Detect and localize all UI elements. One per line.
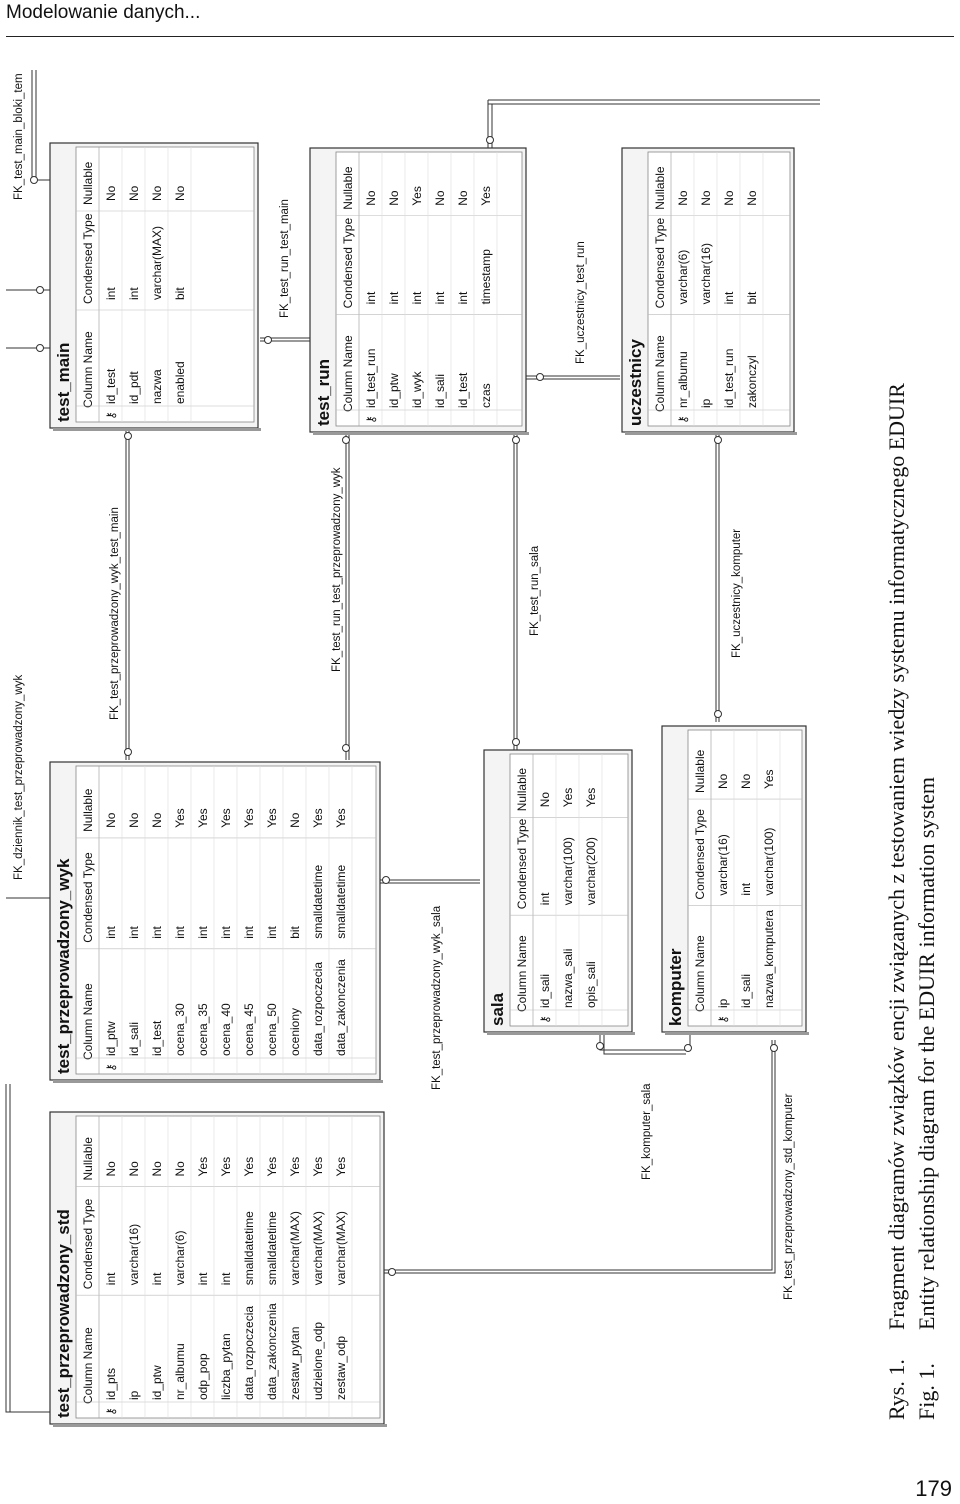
cell-nullable: No [173, 185, 187, 201]
cell-nullable: No [716, 773, 730, 790]
cell-column-name: id_sali [538, 973, 552, 1008]
cell-type: varchar(6) [173, 1230, 187, 1286]
fk-label-ptw_main: FK_test_przeprowadzony_wyk_test_main [109, 507, 121, 720]
cell-type: varchar(MAX) [311, 1211, 325, 1286]
cell-type: int [104, 287, 118, 300]
cell-type: bit [745, 291, 759, 305]
col-head-type: Condensed Type [653, 217, 667, 309]
cell-nullable: Yes [242, 808, 256, 828]
cell-column-name: enabled [173, 361, 187, 404]
table-title: test_run [314, 358, 333, 426]
cell-type: int [387, 291, 401, 305]
cell-column-name: opis_sali [584, 961, 598, 1008]
cell-type: int [196, 1272, 210, 1286]
cell-type: timestamp [479, 249, 493, 305]
table-title: sala [488, 992, 507, 1026]
cell-nullable: No [699, 190, 713, 206]
cell-type: varchar(16) [127, 1223, 141, 1286]
cell-column-name: id_test_run [364, 348, 378, 408]
relationship-endpoint [513, 437, 520, 444]
cell-nullable: No [288, 812, 302, 828]
cell-type: int [410, 291, 424, 305]
relationship-endpoint [265, 337, 272, 344]
col-head-type: Condensed Type [81, 213, 95, 304]
table-test_main [50, 143, 261, 431]
figure-caption [884, 383, 939, 1420]
col-head-nullable: Nullable [81, 1137, 95, 1181]
col-head-type: Condensed Type [81, 852, 95, 943]
cell-nullable: No [150, 185, 164, 201]
cell-column-name: nazwa_sali [561, 948, 575, 1008]
cell-type: int [265, 926, 279, 939]
cell-column-name: ip [127, 1390, 141, 1400]
col-head-name: Column Name [81, 983, 95, 1060]
table-shadow [53, 1080, 383, 1083]
cell-nullable: Yes [173, 808, 187, 828]
fk-line-main-left [6, 290, 50, 348]
key-icon: ⚷ [104, 1063, 118, 1072]
cell-type: varchar(100) [762, 827, 776, 896]
cell-column-name: zestaw_pytan [288, 1326, 302, 1400]
cell-column-name: zestaw_odp [334, 1335, 348, 1400]
cell-nullable: Yes [265, 808, 279, 828]
cell-type: int [456, 291, 470, 305]
cell-type: varchar(MAX) [150, 225, 164, 300]
cell-column-name: id_ptw [387, 373, 401, 408]
cell-nullable: No [745, 190, 759, 206]
cell-nullable: No [104, 812, 118, 828]
table-shadow [53, 1424, 387, 1427]
fk-label-ucz_run: FK_uczestnicy_test_run [575, 241, 587, 364]
fk-line-ucz-komp [716, 432, 719, 722]
table-test_przeprowadzony_std [50, 1112, 387, 1427]
cell-nullable: No [387, 190, 401, 206]
relationship-endpoint [383, 877, 390, 884]
cell-column-name: czas [479, 383, 493, 408]
cell-column-name: udzielone_odp [311, 1321, 325, 1400]
relationship-endpoint [537, 374, 544, 381]
table-shadow [53, 428, 261, 431]
page-number: 179 [915, 1476, 952, 1501]
fk-label-main_bloki: FK_test_main_bloki_tem [13, 73, 25, 200]
table-shadow [625, 432, 797, 435]
cell-column-name: odp_pop [196, 1353, 210, 1400]
relationship-endpoint [771, 1045, 778, 1052]
fk-label-run_ptw: FK_test_run_test_przeprowadzony_wyk [331, 467, 343, 672]
table-title: test_przeprowadzony_std [54, 1209, 73, 1418]
cell-nullable: No [173, 1161, 187, 1177]
caption-en-label: Fig. 1. [914, 1363, 939, 1420]
relationship-endpoint [37, 345, 44, 352]
fk-line-ptw-sala [380, 880, 480, 883]
key-icon: ⚷ [364, 415, 378, 424]
cell-type: varchar(MAX) [288, 1211, 302, 1286]
col-head-name: Column Name [515, 935, 529, 1012]
table-shadow [487, 1032, 635, 1035]
cell-column-name: id_test_run [722, 348, 736, 408]
fk-label-ptw_sala: FK_test_przeprowadzony_wyk_sala [431, 905, 443, 1090]
fk-label-run_main: FK_test_run_test_main [279, 199, 291, 318]
cell-nullable: Yes [479, 186, 493, 206]
key-icon: ⚷ [104, 1407, 118, 1416]
cell-type: int [127, 926, 141, 939]
col-head-name: Column Name [693, 935, 707, 1012]
cell-column-name: zakonczyl [745, 355, 759, 408]
cell-column-name: ocena_45 [242, 1003, 256, 1056]
cell-nullable: Yes [561, 787, 575, 808]
col-head-name: Column Name [653, 335, 667, 412]
running-header: Modelowanie danych... [6, 2, 201, 23]
cell-type: int [722, 291, 736, 305]
cell-nullable: Yes [311, 808, 325, 828]
cell-nullable: No [127, 185, 141, 201]
cell-nullable: No [538, 791, 552, 808]
fk-line-ptw-main [126, 428, 129, 760]
cell-column-name: id_sali [127, 1021, 141, 1056]
relationship-endpoint [125, 433, 132, 440]
table-grid [76, 147, 254, 422]
table-grid [648, 152, 790, 426]
cell-column-name: data_rozpoczecia [311, 961, 325, 1056]
cell-type: bit [288, 926, 302, 939]
cell-column-name: id_pts [104, 1367, 118, 1400]
cell-column-name: id_sali [739, 973, 753, 1008]
cell-column-name: nr_albumu [173, 1343, 187, 1400]
cell-column-name: id_ptw [150, 1365, 164, 1400]
cell-column-name: id_pdt [127, 371, 141, 404]
caption-en-text: Entity relationship diagram for the EDUIR information system [914, 777, 939, 1330]
cell-nullable: No [150, 1161, 164, 1177]
col-head-type: Condensed Type [693, 809, 707, 900]
cell-type: smalldatetime [334, 864, 348, 939]
key-icon: ⚷ [104, 411, 118, 420]
cell-type: int [104, 1272, 118, 1286]
cell-column-name: id_test [456, 372, 470, 408]
relationship-endpoint [31, 177, 38, 184]
fk-label-run_sala: FK_test_run_sala [529, 545, 541, 636]
table-title: uczestnicy [626, 339, 645, 426]
cell-nullable: No [722, 190, 736, 206]
relationship-endpoint [389, 1269, 396, 1276]
cell-type: varchar(16) [716, 834, 730, 896]
cell-type: smalldatetime [265, 1211, 279, 1286]
col-head-name: Column Name [81, 1327, 95, 1404]
cell-nullable: Yes [584, 787, 598, 808]
cell-column-name: id_test [150, 1020, 164, 1056]
cell-type: int [196, 926, 210, 939]
key-icon: ⚷ [676, 415, 690, 424]
cell-type: int [173, 926, 187, 939]
col-head-name: Column Name [341, 335, 355, 412]
cell-column-name: oceniony [288, 1007, 302, 1056]
table-title: test_main [54, 342, 73, 422]
cell-type: varchar(6) [676, 249, 690, 305]
cell-type: int [538, 892, 552, 906]
cell-column-name: data_rozpoczecia [242, 1305, 256, 1400]
fk-label-dziennik: FK_dziennik_test_przeprowadzony_wyk [13, 674, 25, 880]
cell-nullable: Yes [334, 1156, 348, 1177]
cell-nullable: Yes [242, 1156, 256, 1177]
cell-nullable: Yes [311, 1156, 325, 1177]
cell-nullable: Yes [196, 1156, 210, 1177]
table-shadow [665, 1032, 809, 1035]
cell-column-name: id_sali [433, 373, 447, 408]
cell-type: varchar(MAX) [334, 1211, 348, 1286]
table-title: test_przeprowadzony_wyk [54, 858, 73, 1074]
relationship-endpoint [343, 745, 350, 752]
fk-line-dziennik [6, 898, 50, 1412]
table-test_run [310, 148, 529, 435]
fk-label-ucz_komp: FK_uczestnicy_komputer [731, 528, 743, 658]
cell-nullable: Yes [196, 808, 210, 828]
relationship-endpoint [125, 749, 132, 756]
table-test_przeprowadzony_wyk [50, 762, 383, 1083]
cell-type: int [104, 926, 118, 939]
cell-column-name: ip [699, 398, 713, 408]
table-sala [484, 750, 635, 1035]
cell-column-name: ip [716, 998, 730, 1008]
cell-type: int [219, 926, 233, 939]
table-komputer [662, 726, 809, 1035]
cell-nullable: No [364, 190, 378, 206]
table-title: komputer [666, 948, 685, 1026]
cell-column-name: id_ptw [104, 1021, 118, 1056]
col-head-nullable: Nullable [693, 749, 707, 794]
relationship-endpoint [343, 437, 350, 444]
cell-column-name: ocena_35 [196, 1003, 210, 1056]
cell-column-name: ocena_50 [265, 1003, 279, 1056]
cell-column-name: data_zakonczenia [265, 1303, 279, 1400]
cell-column-name: ocena_40 [219, 1003, 233, 1056]
table-shadow [313, 432, 529, 435]
cell-type: int [242, 926, 256, 939]
cell-type: int [219, 1272, 233, 1286]
cell-nullable: No [104, 185, 118, 201]
cell-nullable: Yes [219, 808, 233, 828]
caption-pl-label: Rys. 1. [884, 1359, 909, 1420]
col-head-nullable: Nullable [81, 788, 95, 832]
col-head-nullable: Nullable [81, 161, 95, 205]
relationship-endpoint [487, 137, 494, 144]
col-head-nullable: Nullable [341, 166, 355, 210]
cell-nullable: Yes [219, 1156, 233, 1177]
cell-nullable: No [456, 190, 470, 206]
fk-label-pts_komp: FK_test_przeprowadzony_std_komputer [783, 1093, 795, 1300]
caption-pl-text: Fragment diagramów związków encji związanych z testowaniem wiedzy systemu informatycznego EDUIR [884, 383, 909, 1330]
cell-type: varchar(100) [561, 837, 575, 906]
relationship-endpoint [685, 1045, 692, 1052]
cell-nullable: No [676, 190, 690, 206]
cell-type: int [433, 291, 447, 305]
cell-column-name: id_wyk [410, 371, 424, 408]
col-head-type: Condensed Type [81, 1198, 95, 1290]
cell-nullable: No [150, 812, 164, 828]
key-icon: ⚷ [538, 1015, 552, 1024]
cell-nullable: Yes [288, 1156, 302, 1177]
col-head-type: Condensed Type [515, 818, 529, 910]
cell-nullable: No [127, 812, 141, 828]
cell-type: int [150, 1272, 164, 1286]
cell-nullable: No [433, 190, 447, 206]
cell-column-name: nazwa_komputera [762, 909, 776, 1008]
cell-nullable: No [739, 773, 753, 790]
cell-type: int [364, 291, 378, 305]
cell-column-name: ocena_30 [173, 1003, 187, 1056]
cell-nullable: Yes [334, 808, 348, 828]
table-uczestnicy [622, 148, 797, 435]
cell-type: int [127, 287, 141, 300]
fk-line-top-right [488, 100, 820, 148]
cell-nullable: No [104, 1161, 118, 1177]
key-icon: ⚷ [716, 1015, 730, 1024]
cell-column-name: data_zakonczenia [334, 959, 348, 1056]
cell-type: varchar(200) [584, 837, 598, 906]
relationship-endpoint [715, 437, 722, 444]
cell-type: varchar(16) [699, 243, 713, 305]
cell-type: int [739, 882, 753, 896]
col-head-name: Column Name [81, 331, 95, 408]
relationship-endpoint [37, 287, 44, 294]
col-head-nullable: Nullable [653, 166, 667, 210]
fk-line-main-bloki [32, 70, 50, 180]
cell-nullable: No [127, 1161, 141, 1177]
cell-type: smalldatetime [242, 1211, 256, 1286]
cell-column-name: id_test [104, 368, 118, 404]
col-head-nullable: Nullable [515, 767, 529, 812]
cell-column-name: nr_albumu [676, 351, 690, 408]
relationship-endpoint [513, 739, 520, 746]
cell-type: smalldatetime [311, 864, 325, 939]
relationship-endpoint [597, 1043, 604, 1050]
fk-label-komp_sala: FK_komputer_sala [641, 1083, 653, 1180]
fk-line-run-sala [514, 432, 517, 750]
cell-column-name: nazwa [150, 369, 164, 404]
cell-type: int [150, 926, 164, 939]
col-head-type: Condensed Type [341, 217, 355, 309]
fk-line-run-ptw [346, 432, 349, 760]
cell-column-name: liczba_pytan [219, 1333, 233, 1400]
cell-type: bit [173, 287, 187, 300]
cell-nullable: Yes [410, 186, 424, 206]
cell-nullable: Yes [265, 1156, 279, 1177]
relationship-endpoint [715, 711, 722, 718]
cell-nullable: Yes [762, 769, 776, 790]
